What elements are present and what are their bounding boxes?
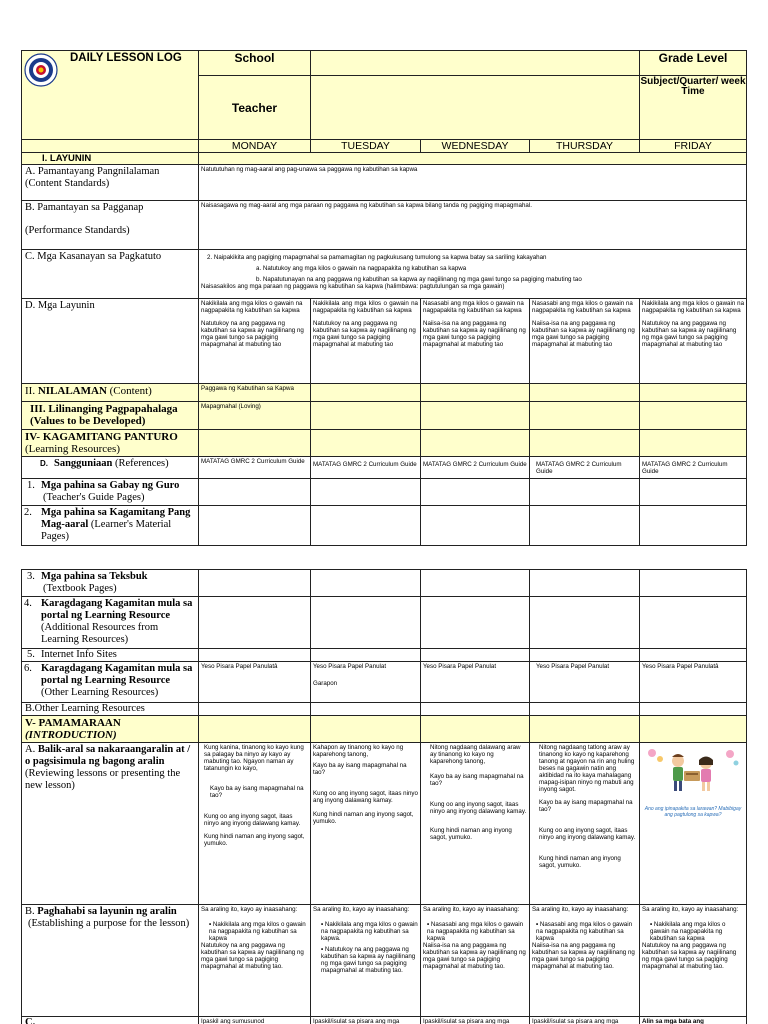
purpose-wednesday-2: Naiisa-isa na ang paggawa ng kabutihan sa kapwa ay nagiilinang ng mga gawi tungo sa pagiging mapagmahal at mabuting tao. <box>423 942 526 970</box>
day-tuesday: TUESDAY <box>311 140 421 153</box>
tb-wednesday <box>421 570 530 597</box>
review-sub: (Reviewing lessons or presenting the new lesson) <box>25 768 181 791</box>
purpose-monday-1: • Nakikilala ang mga kilos o gawain na nagpapakita ng kabutihan sa kapwa <box>201 921 308 942</box>
section-procedures <box>22 716 199 743</box>
next-step-thursday: Ipaskil/isulat sa pisara ang mga <box>530 1017 640 1024</box>
lm-pages-label: 2. Mga pahina sa Kagamitang Pang Mag-aaral (Learner's Material Pages) <box>22 506 199 546</box>
is-thursday <box>530 649 640 662</box>
lr-friday <box>640 430 747 457</box>
objective-tuesday <box>311 299 421 384</box>
or-thursday: Yeso Pisara Papel Panulat <box>530 662 640 703</box>
olr-monday <box>199 703 311 716</box>
section-layunin-title: I. LAYUNIN <box>42 153 92 164</box>
proc-tuesday <box>311 716 421 743</box>
grade-label: Grade Level <box>640 51 747 76</box>
textbook-pages-title: Mga pahina sa Teksbuk <box>41 571 148 582</box>
review-monday-1: Kung kanina, tinanong ko kayo kung sa palagay ba ninyo ay kayo ay mabuting tao. Ngayon naman ay tatanungin ko kayo, <box>204 744 304 772</box>
purpose-thursday-1: • Nasasabi ang mga kilos o gawain na nagpapakita ng kabutihan sa kapwa <box>532 921 637 942</box>
next-step-friday: Alin sa mga bata ang <box>640 1017 747 1024</box>
competency-a: a. Natutukoy ang mga kilos o gawain na nagpapakita ng kabutihan sa kapwa <box>256 265 467 272</box>
references-thursday: MATATAG GMRC 2 Curriculum Guide <box>530 457 640 479</box>
objectives-label: D. Mga Layunin <box>22 299 199 384</box>
school-label: School <box>199 51 311 76</box>
purpose-title: Paghahabi sa layunin ng aralin <box>37 906 177 917</box>
purpose-tuesday-2: • Natutukoy na ang paggawa ng kabutihan sa kapwa ay nagiilinang ng mga gawi tungo sa pagiging mapagmahal at mabuting tao. <box>313 946 418 974</box>
or-tuesday-materials: Yeso Pisara Papel Panulat <box>313 663 387 670</box>
review-title: Balik-aral sa nakaraangaralin at / o pagsisimula ng bagong aralin <box>25 744 191 767</box>
purpose-letter: B. <box>25 906 35 917</box>
day-wednesday: WEDNESDAY <box>421 140 530 153</box>
ar-thursday <box>530 597 640 649</box>
next-step-label: C. <box>22 1017 199 1024</box>
objective-thursday-1: Nasasabi ang mga kilos o gawain na nagpapakita ng kabutihan sa kapwa <box>532 300 633 314</box>
procedures-sub: (INTRODUCTION) <box>25 729 117 741</box>
performance-standards-title: B. Pamantayan sa Pagganap <box>25 202 144 213</box>
lr-tuesday <box>311 430 421 457</box>
objective-wednesday <box>421 299 530 384</box>
review-wednesday-1: Nitong nagdaang dalawang araw ay tinanong ko kayo ng kaparehong tanong, <box>430 744 521 765</box>
is-tuesday <box>311 649 421 662</box>
competencies-text <box>199 250 747 299</box>
children-helping-illustration <box>642 745 742 801</box>
values-title: III. Lilinanging Pagpapahalaga <box>30 403 178 415</box>
deped-seal-logo <box>24 53 58 87</box>
olr-thursday <box>530 703 640 716</box>
purpose-friday-intro: Sa araling ito, kayo ay inaasahang: <box>642 906 739 913</box>
tb-friday <box>640 570 747 597</box>
objective-monday <box>199 299 311 384</box>
performance-standards-text: Naisasagawa ng mag-aaral ang mga paraan ng paggawa ng kabutihan sa kapwa bilang tanda ng pagiging mapagmahal. <box>199 201 747 250</box>
internet-sites-label: 5. Internet Info Sites <box>22 649 199 662</box>
references-monday: MATATAG GMRC 2 Curriculum Guide <box>199 457 311 479</box>
tg-wednesday <box>421 479 530 506</box>
lm-friday <box>640 506 747 546</box>
lr-thursday <box>530 430 640 457</box>
purpose-monday-2: Natutukoy na ang paggawa ng kabutihan sa kapwa ay nagiilinang ng mga gawi tungo sa pagiging mapagmahal at mabuting tao. <box>201 942 304 970</box>
nilalaman-friday <box>640 384 747 402</box>
tg-pages-sub: (Teacher's Guide Pages) <box>43 492 145 503</box>
proc-wednesday <box>421 716 530 743</box>
references-sub: (References) <box>115 458 169 469</box>
content-standards-sub: (Content Standards) <box>25 178 110 189</box>
lm-wednesday <box>421 506 530 546</box>
or-tuesday <box>311 662 421 703</box>
day-friday: FRIDAY <box>640 140 747 153</box>
section-layunin <box>22 153 199 165</box>
purpose-thursday-2: Naiisa-isa na ang paggawa ng kabutihan sa kapwa ay nagiilinang ng mga gawi tungo sa pagiging mapagmahal at mabuting tao. <box>532 942 635 970</box>
internet-sites-title: Internet Info Sites <box>41 649 117 660</box>
objective-tuesday-2: Natutukoy na ang paggawa ng kabutihan sa kapwa ay nagiilinang ng mga gawi tungo sa pagiging mapagmahal at mabuting tao <box>313 320 416 348</box>
lm-pages-sub: (Learner's Material Pages) <box>41 519 172 542</box>
tg-monday <box>199 479 311 506</box>
nilalaman-monday: Paggawa ng Kabutihan sa Kapwa <box>199 384 311 402</box>
section-nilalaman <box>22 384 199 402</box>
purpose-friday <box>640 905 747 1017</box>
references-title: Sangguniaan <box>54 458 113 469</box>
tb-thursday <box>530 570 640 597</box>
review-monday-2: Kayo ba ay isang mapagmahal na tao? <box>210 785 304 799</box>
competency-b: b. Napatutunayan na ang paggawa ng kabutihan sa kapwa ay nagiilinang ng mga gawi tungo sa pagiging mabuting tao <box>256 276 582 283</box>
nilalaman-roman: II. <box>25 385 36 397</box>
header-title-cell <box>22 51 199 140</box>
tg-tuesday <box>311 479 421 506</box>
nilalaman-sub: (Content) <box>109 385 152 397</box>
ar-friday <box>640 597 747 649</box>
purpose-tuesday-1: • Nakikilala ang mga kilos o gawain na nagpapakita ng kabutihan sa kapwa. <box>313 921 418 942</box>
or-wednesday: Yeso Pisara Papel Panulat <box>421 662 530 703</box>
subject-label: Subject/Quarter/ week <box>640 76 746 87</box>
ar-wednesday <box>421 597 530 649</box>
days-blank <box>22 140 199 153</box>
review-label <box>22 743 199 905</box>
lm-monday <box>199 506 311 546</box>
or-monday: Yeso Pisara Papel Panulatâ <box>199 662 311 703</box>
lr-monday <box>199 430 311 457</box>
learning-resources-sub: (Learning Resources) <box>25 443 120 455</box>
purpose-monday <box>199 905 311 1017</box>
additional-resources-label: 4. Karagdagang Kagamitan mula sa portal ng Learning Resource (Additional Resources from Learning Resources) <box>22 597 199 649</box>
performance-standards-label <box>22 201 199 250</box>
review-tuesday-1: Kahapon ay tinanong ko kayo ng kaparehong tanong, <box>313 744 404 758</box>
is-wednesday <box>421 649 530 662</box>
olr-tuesday <box>311 703 421 716</box>
teacher-value <box>311 76 640 140</box>
objective-thursday <box>530 299 640 384</box>
values-sub: (Values to be Developed) <box>30 415 146 427</box>
tb-monday <box>199 570 311 597</box>
tb-tuesday <box>311 570 421 597</box>
competency-2: 2. Naipakikita ang pagiging mapagmahal sa pamamagitan ng pagkukusang tumulong sa kapwa batay sa sariling kakayahan <box>207 254 547 261</box>
subject-time-label <box>640 76 747 140</box>
purpose-wednesday-1: • Nasasabi ang mga kilos o gawain na nagpapakita ng kabutihan sa kapwa <box>423 921 527 942</box>
proc-friday <box>640 716 747 743</box>
purpose-monday-intro: Sa araling ito, kayo ay inaasahang: <box>201 906 298 913</box>
references-label <box>22 457 199 479</box>
review-wednesday <box>421 743 530 905</box>
review-thursday-2: Kayo ba ay isang mapagmahal na tao? <box>539 799 633 813</box>
next-step-tuesday: Ipaskil/isulat sa pisara ang mga <box>311 1017 421 1024</box>
content-standards-label <box>22 165 199 201</box>
olr-friday <box>640 703 747 716</box>
ar-monday <box>199 597 311 649</box>
references-letter: D. <box>40 459 48 468</box>
other-resources-label: 6. Karagdagang Kagamitan mula sa portal ng Learning Resource (Other Learning Resources) <box>22 662 199 703</box>
proc-monday <box>199 716 311 743</box>
purpose-wednesday <box>421 905 530 1017</box>
content-standards-title: A. Pamantayang Pangnilalaman <box>25 166 160 177</box>
objective-tuesday-1: Nakikilala ang mga kilos o gawain na nagpapakita ng kabutihan sa kapwa <box>313 300 418 314</box>
review-thursday-4: Kung hindi naman ang inyong sagot, yumuko. <box>539 855 621 869</box>
procedures-title: V- PAMAMARAAN <box>25 717 121 729</box>
review-monday <box>199 743 311 905</box>
time-label: Time <box>681 86 705 97</box>
objective-thursday-2: Naiisa-isa na ang paggawa ng kabutihan sa kapwa ay nagiilinang ng mga gawi tungo sa pagiging mapagmahal at mabuting tao <box>532 320 635 348</box>
review-monday-4: Kung hindi naman ang inyong sagot, yumuko. <box>204 833 305 847</box>
next-step-wednesday: Ipaskil/isulat sa pisara ang mga <box>421 1017 530 1024</box>
objective-friday-1: Nakikilala ang mga kilos o gawain na nagpapakita ng kabutihan sa kapwa <box>642 300 745 314</box>
nilalaman-wednesday <box>421 384 530 402</box>
review-tuesday <box>311 743 421 905</box>
references-friday: MATATAG GMRC 2 Curriculum Guide <box>640 457 747 479</box>
other-learning-resources-label: B.Other Learning Resources <box>22 703 199 716</box>
objective-monday-1: Nakikilala ang mga kilos o gawain na nagpapakita ng kabutihan sa kapwa <box>201 300 303 314</box>
other-resources-title: Karagdagang Kagamitan mula sa portal ng Learning Resource <box>41 663 193 686</box>
lm-tuesday <box>311 506 421 546</box>
nilalaman-tuesday <box>311 384 421 402</box>
next-step-monday: Ipaskil ang sumusunod <box>199 1017 311 1024</box>
lesson-log-table-page2 <box>21 569 747 1024</box>
day-monday: MONDAY <box>199 140 311 153</box>
review-wednesday-2: Kayo ba ay isang mapagmahal na tao? <box>430 773 524 787</box>
objective-friday-2: Natutukoy na ang paggawa ng kabutihan sa kapwa ay nagiilinang ng mga gawi tungo sa pagiging mapagmahal at mabuting tao <box>642 320 737 348</box>
tg-pages-label: 1. Mga pahina sa Gabay ng Guro (Teacher's Guide Pages) <box>22 479 199 506</box>
content-standards-text: Natututuhan ng mag-aaral ang pag-unawa sa paggawa ng kabutihan sa kapwa <box>199 165 747 201</box>
purpose-friday-1: • Nakikilala ang mga kilos o gawain na nagpapakita ng kabutihan sa kapwa <box>642 921 744 942</box>
nilalaman-title: NILALAMAN <box>37 385 107 397</box>
additional-resources-title: Karagdagang Kagamitan mula sa portal ng Learning Resource <box>41 598 193 621</box>
ar-tuesday <box>311 597 421 649</box>
lr-wednesday <box>421 430 530 457</box>
review-thursday-3: Kung oo ang inyong sagot, itaas ninyo ang inyong dalawang kamay. <box>539 827 636 841</box>
purpose-sub: (Establishing a purpose for the lesson) <box>28 918 190 929</box>
is-friday <box>640 649 747 662</box>
learning-resources-title: IV- KAGAMITANG PANTURO <box>25 431 178 443</box>
review-thursday-1: Nitong nagdaang tatlong araw ay tinanong ko kayo ng kaparehong tanong at ngayon na rin ang huling beses na gagawin natin ang aktibidad na ito kaya mahalagang mapag-isipan ninyo ng mabuti ang inyong sagot. <box>539 744 635 793</box>
objective-friday <box>640 299 747 384</box>
day-thursday: THURSDAY <box>530 140 640 153</box>
objective-wednesday-2: Naiisa-isa na ang paggawa ng kabutihan sa kapwa ay nagiilinang ng mga gawi tungo sa pagiging mapagmahal at mabuting tao <box>423 320 526 348</box>
purpose-wednesday-intro: Sa araling ito, kayo ay inaasahang: <box>423 906 520 913</box>
objective-wednesday-1: Nasasabi ang mga kilos o gawain na nagpapakita ng kabutihan sa kapwa <box>423 300 524 314</box>
purpose-friday-2: Natutukoy na ang paggawa ng kabutihan sa kapwa ay nagiilinang ng mga gawi tungo sa pagiging mapagmahal at mabuting tao. <box>642 942 737 970</box>
section-layunin-fill <box>199 153 747 165</box>
references-tuesday: MATATAG GMRC 2 Curriculum Guide <box>311 457 421 479</box>
review-wednesday-3: Kung oo ang inyong sagot, itaas ninyo ang inyong dalawang kamay. <box>430 801 527 815</box>
or-tuesday-extra: Garapon <box>313 680 338 687</box>
nilalaman-thursday <box>530 384 640 402</box>
review-wednesday-4: Kung hindi naman ang inyong sagot, yumuko. <box>430 827 512 841</box>
competencies-label: C. Mga Kasanayan sa Pagkatuto <box>22 250 199 299</box>
proc-thursday <box>530 716 640 743</box>
review-tuesday-3: Kung oo ang inyong sagot, itaas ninyo ang inyong dalawang kamay. <box>313 790 418 804</box>
teacher-label: Teacher <box>199 76 311 140</box>
purpose-thursday-intro: Sa araling ito, kayo ay inaasahang: <box>532 906 629 913</box>
other-resources-sub: (Other Learning Resources) <box>41 687 159 698</box>
values-wednesday <box>421 402 530 430</box>
tg-friday <box>640 479 747 506</box>
review-tuesday-4: Kung hindi naman ang inyong sagot, yumuko. <box>313 811 414 825</box>
purpose-tuesday <box>311 905 421 1017</box>
textbook-pages-label: 3. Mga pahina sa Teksbuk (Textbook Pages) <box>22 570 199 597</box>
additional-resources-sub: (Additional Resources from Learning Resources) <box>41 622 159 645</box>
values-thursday <box>530 402 640 430</box>
school-value <box>311 51 640 76</box>
review-friday <box>640 743 747 905</box>
purpose-thursday <box>530 905 640 1017</box>
tg-pages-title: Mga pahina sa Gabay ng Guro <box>41 480 180 491</box>
values-monday: Mapagmahal (Loving) <box>199 402 311 430</box>
competency-enactment: Naisasakilos ang mga paraan ng paggawa ng kabutihan sa kapwa (halimbawa: pagtutulungan sa mga gawain) <box>201 283 505 290</box>
is-monday <box>199 649 311 662</box>
references-wednesday: MATATAG GMRC 2 Curriculum Guide <box>421 457 530 479</box>
values-friday <box>640 402 747 430</box>
lm-thursday <box>530 506 640 546</box>
section-values <box>22 402 199 430</box>
or-friday: Yeso Pisara Papel Panulatâ <box>640 662 747 703</box>
purpose-tuesday-intro: Sa araling ito, kayo ay inaasahang: <box>313 906 410 913</box>
purpose-label <box>22 905 199 1017</box>
values-tuesday <box>311 402 421 430</box>
lm-pages-title: Mga pahina sa Kagamitang Pang Mag-aaral <box>41 507 191 530</box>
section-learning-resources <box>22 430 199 457</box>
review-thursday <box>530 743 640 905</box>
document-title: DAILY LESSON LOG <box>70 52 182 64</box>
textbook-pages-sub: (Textbook Pages) <box>43 583 117 594</box>
performance-standards-sub: (Performance Standards) <box>25 225 130 236</box>
olr-wednesday <box>421 703 530 716</box>
lesson-log-table-page1 <box>21 50 747 546</box>
review-tuesday-2: Kayo ba ay isang mapagmahal na tao? <box>313 762 407 776</box>
tg-thursday <box>530 479 640 506</box>
review-monday-3: Kung oo ang inyong sagot, itaas ninyo ang inyong dalawang kamay. <box>204 813 301 827</box>
review-letter: A. <box>25 744 36 755</box>
objective-monday-2: Natutukoy na ang paggawa ng kabutihan sa kapwa ay nagiilinang ng mga gawi tungo sa pagiging mapagmahal at mabuting tao <box>201 320 304 348</box>
illustration-caption: Ano ang ipinapakita sa larawan? Mabibigay ang pagtulong sa kapwa? <box>644 806 742 818</box>
